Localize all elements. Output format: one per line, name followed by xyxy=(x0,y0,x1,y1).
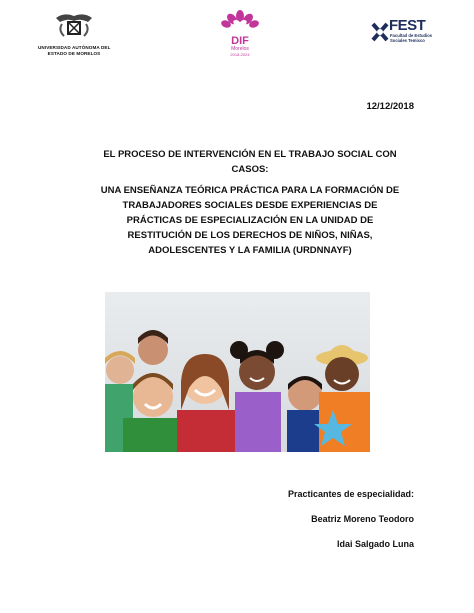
children-photo-illustration xyxy=(105,292,370,452)
fest-emblem-icon xyxy=(371,20,389,44)
fest-logo xyxy=(371,17,439,48)
document-date: 12/12/2018 xyxy=(366,101,414,112)
fest-name: FEST xyxy=(389,17,426,34)
document-subtitle: UNA ENSEÑANZA TEÓRICA PRÁCTICA PARA LA FORMACIÓN DE TRABAJADORES SOCIALES DESDE EXPERIENCIAS DE PRÁCTICAS DE ESPECIALIZACIÓN EN LA UNIDAD DE RESTITUCIÓN DE LOS DERECHOS DE NIÑOS, NIÑAS, ADOLESCENTES Y LA FAMILIA (URDNNAYF) xyxy=(100,185,400,256)
fest-subtitle-line2: Sociales Temixco xyxy=(390,38,425,43)
document-title: EL PROCESO DE INTERVENCIÓN EN EL TRABAJO SOCIAL CON CASOS: xyxy=(103,149,397,175)
dif-logo xyxy=(212,10,268,56)
fest-subtitle xyxy=(390,33,432,43)
author-name-2: Idai Salgado Luna xyxy=(336,539,414,549)
children-photo xyxy=(105,292,370,452)
authors-label: Practicantes de especialidad: xyxy=(287,489,414,499)
uaem-crest-icon xyxy=(54,12,94,40)
uaem-logo xyxy=(38,12,110,62)
author-name-1: Beatriz Moreno Teodoro xyxy=(311,514,414,524)
dif-state: Morelos xyxy=(231,46,249,52)
uaem-name-line2: ESTADO DE MORELOS xyxy=(47,50,101,56)
dif-heart-flower-icon xyxy=(220,10,260,32)
uaem-name-line1: UNIVERSIDAD AUTÓNOMA DEL xyxy=(38,45,111,50)
dif-name: DIF xyxy=(231,35,249,47)
fest-subtitle-line1: Facultad de Estudios xyxy=(390,33,433,38)
dif-years: 2018-2024 xyxy=(230,52,250,57)
